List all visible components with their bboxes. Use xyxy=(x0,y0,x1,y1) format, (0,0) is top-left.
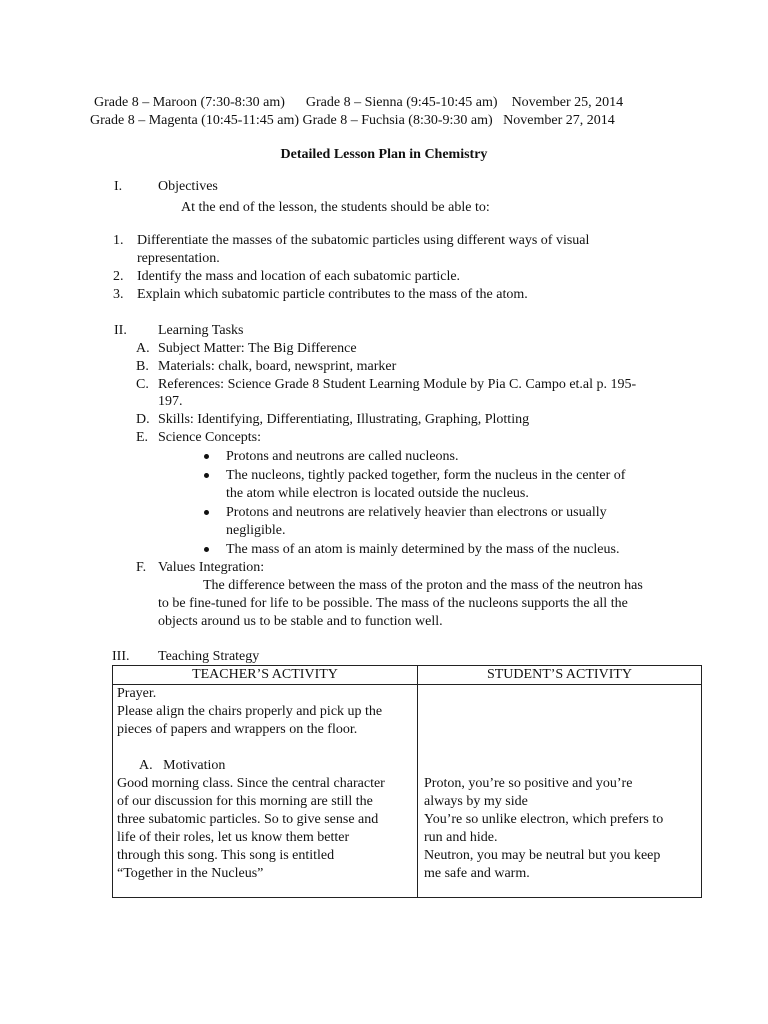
values-text: objects around us to be stable and to function well. xyxy=(158,614,443,629)
task-text: References: Science Grade 8 Student Learning Module by Pia C. Campo et.al p. 195- xyxy=(158,377,637,392)
objective-number: 3. xyxy=(113,287,124,302)
student-activity-cell xyxy=(418,685,702,898)
values-text: to be fine-tuned for life to be possible. The mass of the nucleons supports the all the xyxy=(158,596,628,611)
section-numeral-learning-tasks: II. xyxy=(114,323,127,338)
objectives-intro: At the end of the lesson, the students should be able to: xyxy=(181,200,490,215)
task-letter: C. xyxy=(136,377,149,392)
task-text: 197. xyxy=(158,394,183,409)
concept-text: The mass of an atom is mainly determined by the mass of the nucleus. xyxy=(226,542,620,557)
objective-text: Identify the mass and location of each subatomic particle. xyxy=(137,269,461,284)
bullet-icon xyxy=(204,510,209,515)
task-letter: E. xyxy=(136,430,149,445)
task-letter: A. xyxy=(136,341,150,356)
table-row xyxy=(113,685,702,898)
instruction-text: Please align the chairs properly and pick up the xyxy=(117,704,383,719)
objective-text: Differentiate the masses of the subatomic particles using different ways of visual xyxy=(137,233,590,248)
schedule-line-1: Grade 8 – Maroon (7:30-8:30 am) Grade 8 – Sienna (9:45-10:45 am) November 25, 2014 xyxy=(94,95,624,110)
concept-text: the atom while electron is located outside the nucleus. xyxy=(226,486,529,501)
motivation-label: Motivation xyxy=(163,758,226,773)
teacher-activity-cell xyxy=(113,685,418,898)
motivation-letter: A. xyxy=(139,758,153,773)
motivation-text: of our discussion for this morning are still the xyxy=(117,794,373,809)
section-heading-objectives: Objectives xyxy=(158,179,218,194)
motivation-text: three subatomic particles. So to give sense and xyxy=(117,812,379,827)
song-lyric: Neutron, you may be neutral but you keep xyxy=(424,848,661,863)
section-numeral-teaching-strategy: III. xyxy=(112,649,130,664)
bullet-icon xyxy=(204,454,209,459)
song-lyric: run and hide. xyxy=(424,830,498,845)
column-header-teacher: TEACHER’S ACTIVITY xyxy=(113,666,418,685)
table-header-row xyxy=(113,666,702,685)
column-header-student: STUDENT’S ACTIVITY xyxy=(418,666,702,685)
song-lyric: always by my side xyxy=(424,794,528,809)
objective-text: representation. xyxy=(137,251,220,266)
task-letter: B. xyxy=(136,359,149,374)
motivation-text: “Together in the Nucleus” xyxy=(117,866,264,881)
values-heading: Values Integration: xyxy=(158,560,265,575)
song-lyric: Proton, you’re so positive and you’re xyxy=(424,776,633,791)
motivation-text: Good morning class. Since the central character xyxy=(117,776,385,791)
prayer-text: Prayer. xyxy=(117,686,157,701)
task-text: Subject Matter: The Big Difference xyxy=(158,341,357,356)
task-text: Science Concepts: xyxy=(158,430,262,445)
values-text: The difference between the mass of the proton and the mass of the neutron has xyxy=(203,578,643,593)
objective-number: 2. xyxy=(113,269,124,284)
concept-text: negligible. xyxy=(226,523,286,538)
concept-text: Protons and neutrons are called nucleons. xyxy=(226,449,459,464)
section-heading-learning-tasks: Learning Tasks xyxy=(158,323,244,338)
section-heading-teaching-strategy: Teaching Strategy xyxy=(158,649,260,664)
instruction-text: pieces of papers and wrappers on the floor. xyxy=(117,722,358,737)
task-text: Materials: chalk, board, newsprint, marker xyxy=(158,359,397,374)
concept-text: The nucleons, tightly packed together, form the nucleus in the center of xyxy=(226,468,626,483)
motivation-text: through this song. This song is entitled xyxy=(117,848,335,863)
schedule-line-2: Grade 8 – Magenta (10:45-11:45 am) Grade 8 – Fuchsia (8:30-9:30 am) November 27, 2014 xyxy=(90,113,615,128)
song-lyric: me safe and warm. xyxy=(424,866,530,881)
task-letter: F. xyxy=(136,560,147,575)
bullet-icon xyxy=(204,547,209,552)
bullet-icon xyxy=(204,473,209,478)
objective-number: 1. xyxy=(113,233,124,248)
motivation-text: life of their roles, let us know them better xyxy=(117,830,350,845)
section-numeral-objectives: I. xyxy=(114,179,123,194)
activity-table xyxy=(112,665,702,898)
motivation-heading xyxy=(117,757,413,775)
task-text: Skills: Identifying, Differentiating, Illustrating, Graphing, Plotting xyxy=(158,412,530,427)
document-title: Detailed Lesson Plan in Chemistry xyxy=(280,147,488,162)
concept-text: Protons and neutrons are relatively heavier than electrons or usually xyxy=(226,505,607,520)
objective-text: Explain which subatomic particle contributes to the mass of the atom. xyxy=(137,287,528,302)
song-lyric: You’re so unlike electron, which prefers to xyxy=(424,812,664,827)
task-letter: D. xyxy=(136,412,150,427)
